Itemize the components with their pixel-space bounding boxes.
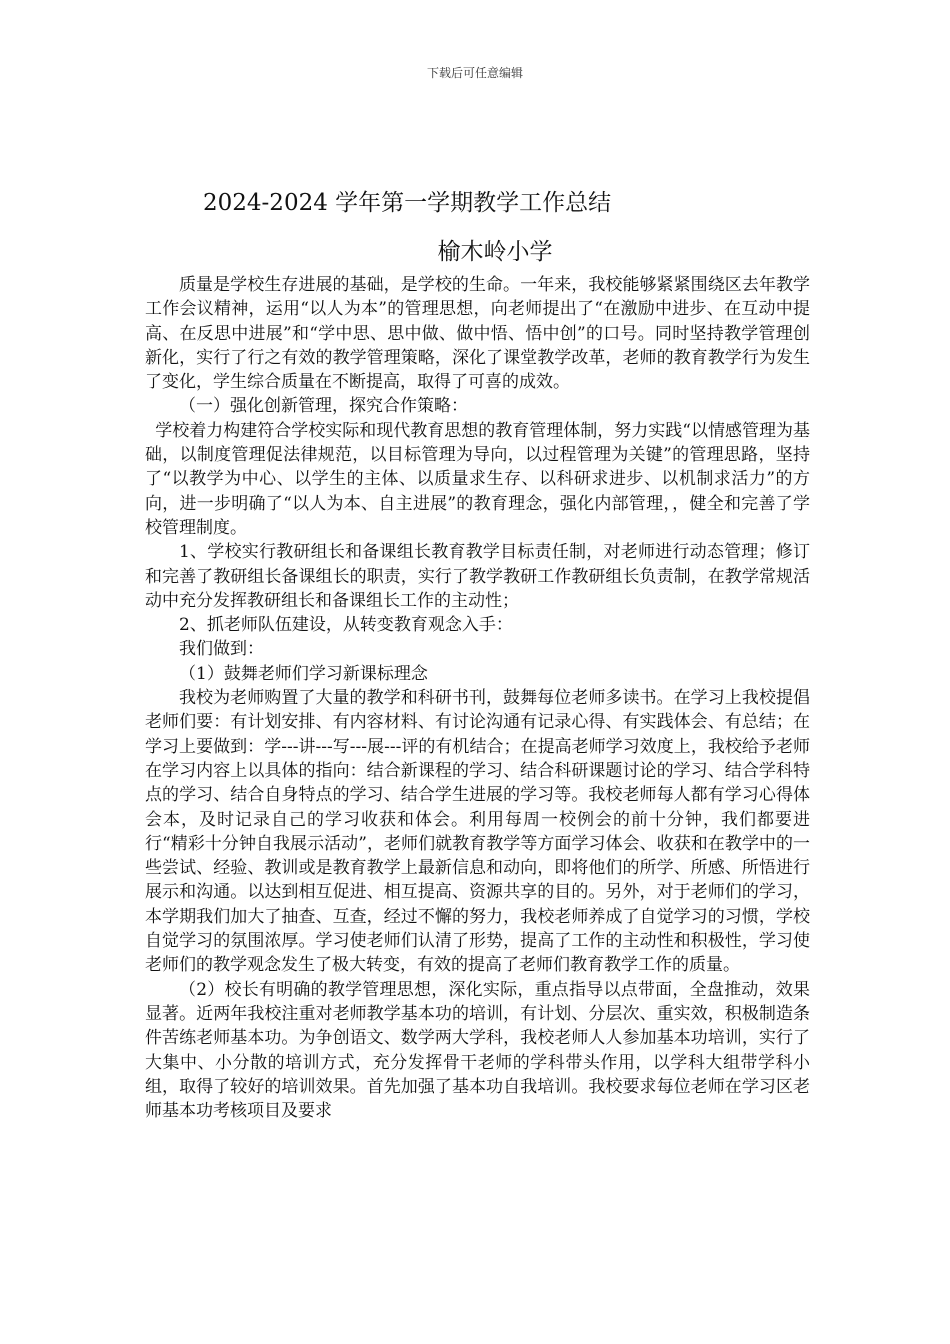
paragraph-item-2: 2、抓老师队伍建设，从转变教育观念入手： (179, 615, 513, 636)
paragraph-management: 学校着力构建符合学校实际和现代教育思想的教育管理体制，努力实践“以情感管理为基础，以制度管理促法律规范，以目标管理为导向，以过程管理为关键”的管理思路，坚持了“以教学为中心、以学生的主体、以质量求生存、以科研求进步、以机制求活力”的方向，进一步明确了“以人为本、自主进展”的教育理念，强化内部管理，，健全和完善了学校管理制度。 (145, 420, 810, 538)
section-heading-1: （一）强化创新管理，探究合作策略： (179, 396, 468, 417)
subheading-1: （1）鼓舞老师们学习新课标理念 (179, 663, 428, 684)
page-header-note: 下载后可任意编辑 (426, 66, 523, 80)
paragraph-principal: （2）校长有明确的教学管理思想，深化实际，重点指导以点带面，全盘推动，效果显著。近两年我校注重对老师教学基本功的培训，有计划、分层次、重实效，积极制造条件苦练老师基本功。为争创语文、数学两大学科，我校老师人人参加基本功培训，实行了大集中、小分散的培训方式，充分发挥骨干老师的学科带头作用，以学科大组带学科小组，取得了较好的培训效果。首先加强了基本功自我培训。我校要求每位老师在学习区老师基本功考核项目及要求 (145, 979, 810, 1122)
paragraph-intro: 质量是学校生存进展的基础，是学校的生命。一年来，我校能够紧紧围绕区去年教学工作会议精神，运用“以人为本”的管理思想，向老师提出了“在激励中进步、在互动中提高、在反思中进展”和“学中思、思中做、做中悟、悟中创”的口号。同时坚持教学管理创新化，实行了行之有效的教学管理策略，深化了课堂教学改革，老师的教育教学行为发生了变化，学生综合质量在不断提高，取得了可喜的成效。 (145, 275, 810, 393)
document-body (145, 273, 810, 1123)
paragraph-item-1: 1、学校实行教研组长和备课组长教育教学目标责任制，对老师进行动态管理；修订和完善了教研组长备课组长的职责，实行了教学教研工作教研组长负责制，在教学常规活动中充分发挥教研组长和备课组长工作的主动性； (145, 542, 810, 611)
school-name: 榆木岭小学 (437, 239, 553, 265)
document-title: 2024-2024 学年第一学期教学工作总结 (203, 190, 612, 216)
paragraph-learning: 我校为老师购置了大量的教学和科研书刊，鼓舞每位老师多读书。在学习上我校提倡老师们要：有计划安排、有内容材料、有讨论沟通有记录心得、有实践体会、有总结；在学习上要做到：学---讲---写---展---评的有机结合；在提高老师学习效度上，我校给予老师在学习内容上以具体的指向：结合新课程的学习、结合科研课题讨论的学习、结合学科特点的学习、结合自身特点的学习、结合学生进展的学习等。我校老师每人都有学习心得体会本，及时记录自己的学习收获和体会。利用每周一校例会的前十分钟，我们都要进行“精彩十分钟自我展示活动”，老师们就教育教学等方面学习体会、收获和在教学中的一些尝试、经验、教训或是教育教学上最新信息和动向，即将他们的所学、所感、所悟进行展示和沟通。以达到相互促进、相互提高、资源共享的目的。另外，对于老师们的学习，本学期我们加大了抽查、互查，经过不懈的努力，我校老师养成了自觉学习的习惯，学校自觉学习的氛围浓厚。学习使老师们认清了形势，提高了工作的主动性和积极性，学习使老师们的教学观念发生了极大转变，有效的提高了老师们教育教学工作的质量。 (145, 688, 810, 976)
paragraph-we-do: 我们做到： (179, 639, 264, 660)
